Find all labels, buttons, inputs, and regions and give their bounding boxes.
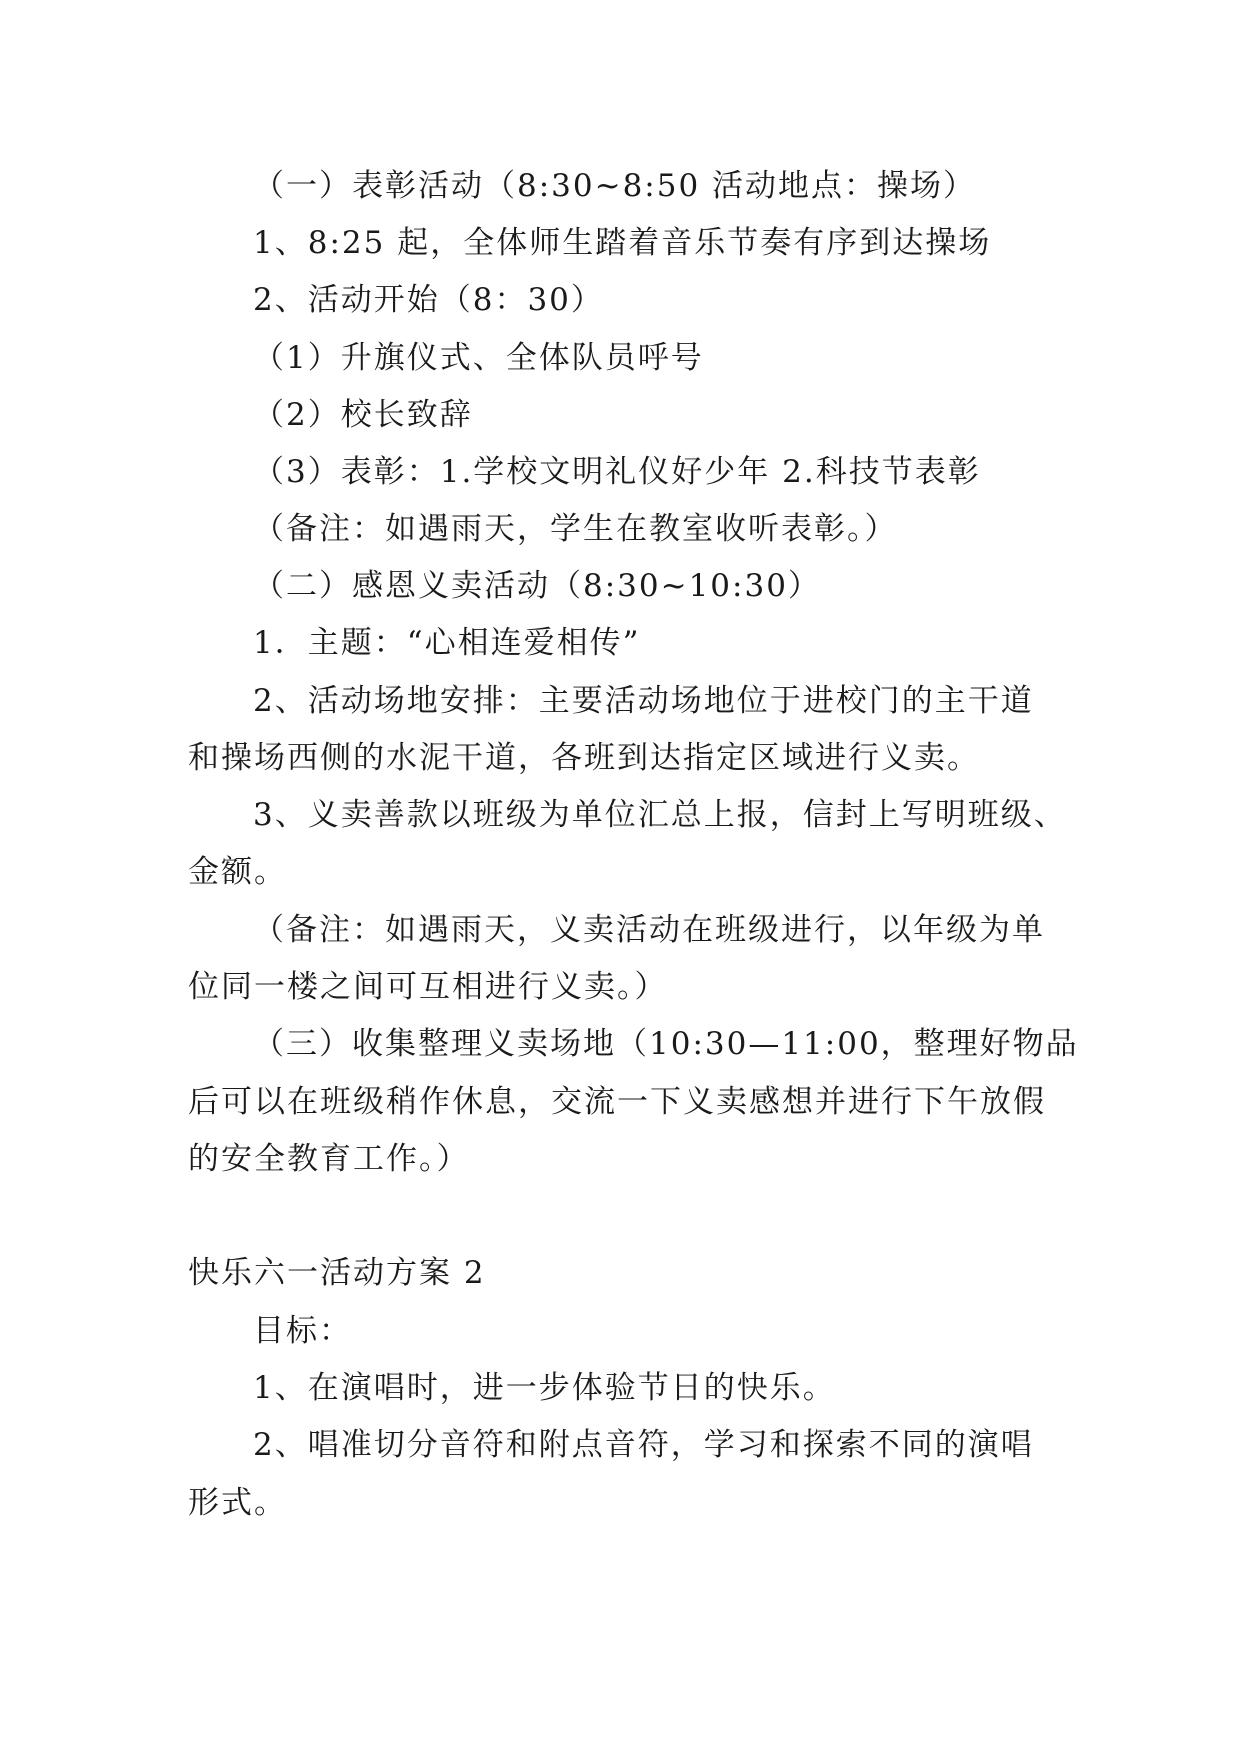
list-item: （2）校长致辞 [253,397,473,433]
goal-item: 形式。 [188,1485,287,1521]
list-item: （1）升旗仪式、全体队员呼号 [253,340,704,376]
paragraph-line: 的安全教育工作。） [188,1141,470,1177]
section-heading-charity: （二）感恩义卖活动（8:30~10:30） [253,568,821,604]
goal-item: 1、在演唱时，进一步体验节日的快乐。 [253,1370,836,1406]
note-line: （备注：如遇雨天，学生在教室收听表彰。） [253,511,898,547]
paragraph-line: 1．主题：“心相连爱相传” [253,625,641,661]
paragraph-line: 2、活动开始（8：30） [253,282,604,318]
section-heading-cleanup: （三）收集整理义卖场地（10:30—11:00，整理好物品 [253,1026,1079,1062]
paragraph-line: 和操场西侧的水泥干道，各班到达指定区域进行义卖。 [188,740,980,776]
paragraph-line: 金额。 [188,854,287,890]
goals-heading: 目标： [253,1313,352,1349]
paragraph-line: 1、8:25 起，全体师生踏着音乐节奏有序到达操场 [253,225,992,261]
note-line: 位同一楼之间可互相进行义卖。） [188,969,668,1005]
paragraph-line: 3、义卖善款以班级为单位汇总上报，信封上写明班级、 [253,797,1067,833]
list-item: （3）表彰：1.学校文明礼仪好少年 2.科技节表彰 [253,454,981,490]
paragraph-line: 2、活动场地安排：主要活动场地位于进校门的主干道 [253,683,1034,719]
goal-item: 2、唱准切分音符和附点音符，学习和探索不同的演唱 [253,1427,1034,1463]
section-heading-awards: （一）表彰活动（8:30~8:50 活动地点：操场） [253,168,977,204]
paragraph-line: 后可以在班级稍作休息，交流一下义卖感想并进行下午放假 [188,1084,1046,1120]
document-title: 快乐六一活动方案 2 [188,1255,486,1291]
note-line: （备注：如遇雨天，义卖活动在班级进行，以年级为单 [253,912,1045,948]
